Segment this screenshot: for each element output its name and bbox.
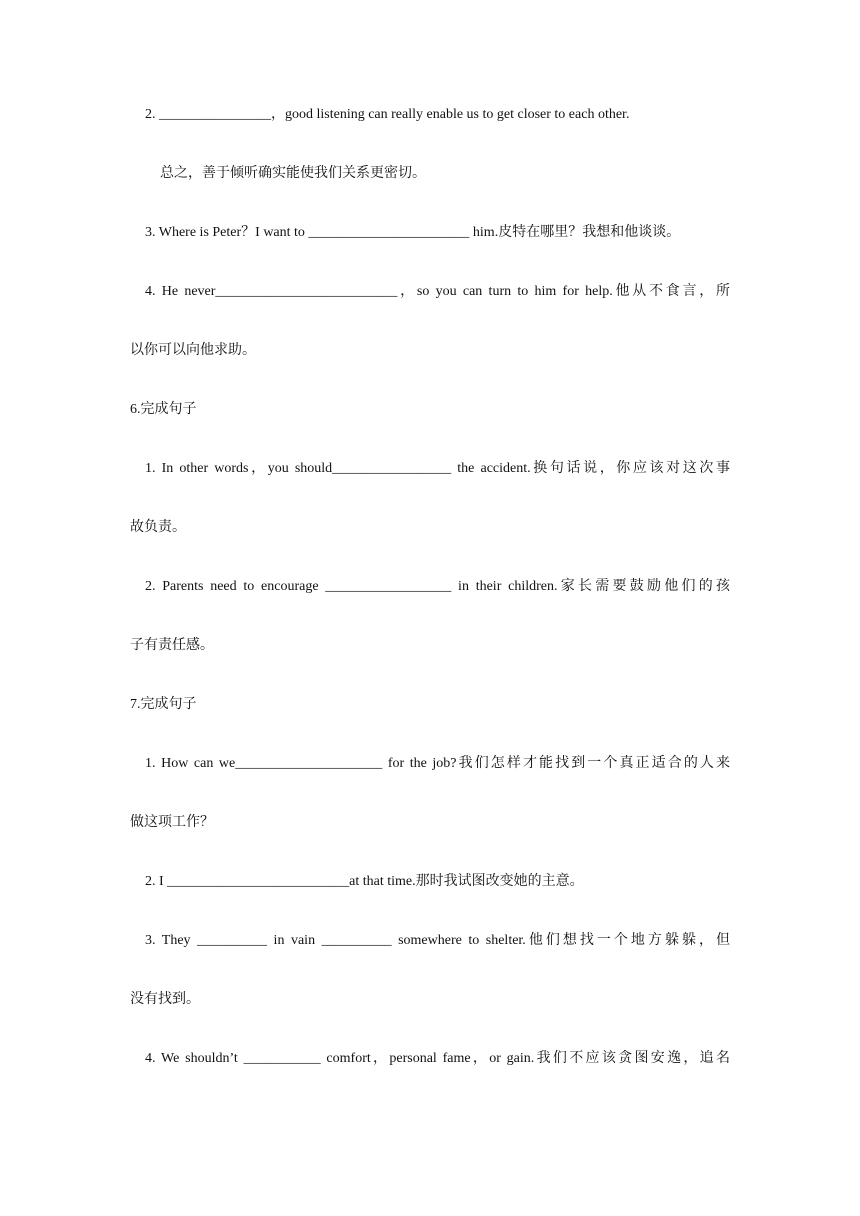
section-6-question-2-line: 2. Parents need to encourage __________________ in their children.家长需要鼓励他们的孩 <box>145 579 730 594</box>
question-4-line: 4. He never__________________________，so you can turn to him for help.他从不食言，所 <box>145 284 730 299</box>
section-6-heading: 6.完成句子 <box>130 402 197 417</box>
question-4-continuation: 以你可以向他求助。 <box>130 343 256 358</box>
section-6-question-2-continuation: 子有责任感。 <box>130 638 214 653</box>
question-2-translation: 总之，善于倾听确实能使我们关系更密切。 <box>160 166 426 181</box>
section-7-question-4-line: 4. We shouldn’t ___________ comfort，personal fame，or gain.我们不应该贪图安逸，追名 <box>145 1051 730 1066</box>
question-3-line: 3. Where is Peter？I want to _______________________ him.皮特在哪里？我想和他谈谈。 <box>145 225 681 240</box>
section-6-question-1-line: 1. In other words，you should_________________ the accident.换句话说，你应该对这次事 <box>145 461 730 476</box>
section-7-heading: 7.完成句子 <box>130 697 197 712</box>
section-7-question-1-continuation: 做这项工作？ <box>130 815 214 830</box>
section-7-question-2-line: 2. I __________________________at that time.那时我试图改变她的主意。 <box>145 874 584 889</box>
question-2-line: 2. ________________，good listening can really enable us to get closer to each other. <box>145 107 630 122</box>
section-7-question-3-continuation: 没有找到。 <box>130 992 200 1007</box>
section-7-question-3-line: 3. They __________ in vain __________ somewhere to shelter.他们想找一个地方躲躲，但 <box>145 933 730 948</box>
section-6-question-1-continuation: 故负责。 <box>130 520 186 535</box>
section-7-question-1-line: 1. How can we_____________________ for the job?我们怎样才能找到一个真正适合的人来 <box>145 756 730 771</box>
